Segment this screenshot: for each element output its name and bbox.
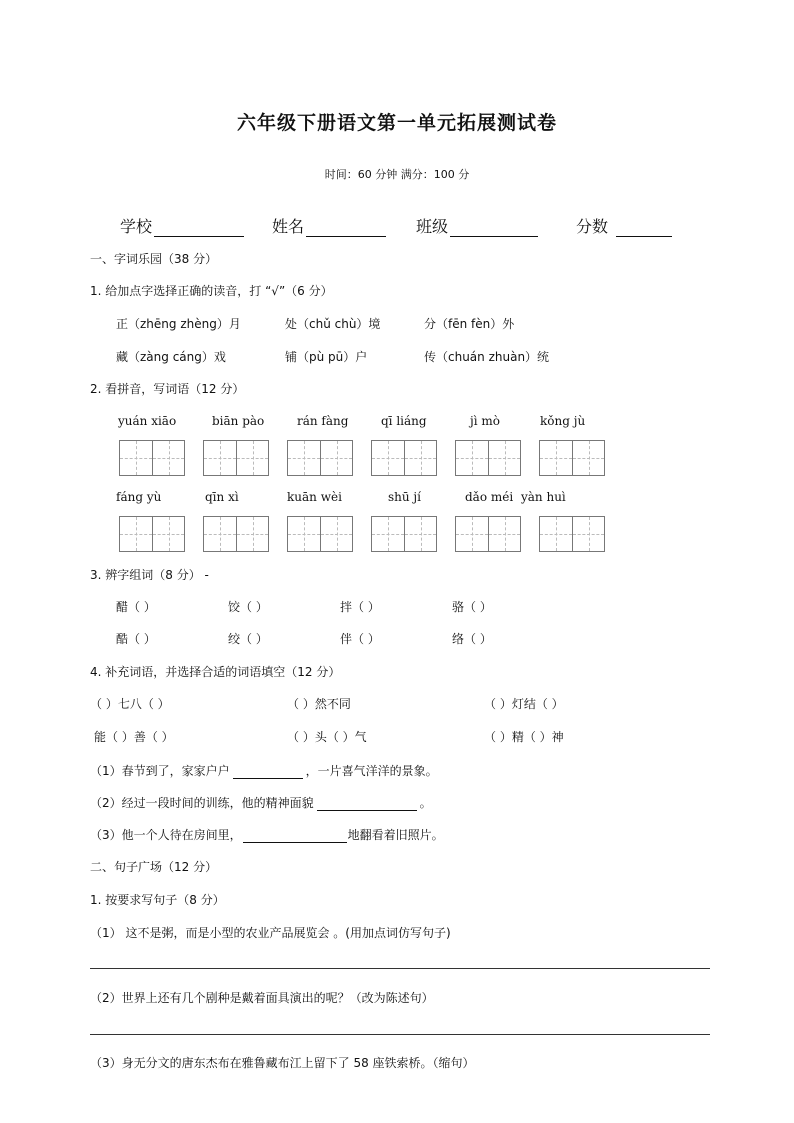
writing-grid[interactable] — [287, 440, 353, 476]
pinyin-label: yàn huì — [521, 490, 566, 504]
writing-grid[interactable] — [455, 440, 521, 476]
q3-item[interactable]: 绞（ ） — [228, 632, 268, 646]
q3-item[interactable]: 络（ ） — [452, 632, 492, 646]
sentence-task-2: （2）世界上还有几个剧种是戴着面具演出的呢？（改为陈述句） — [90, 991, 434, 1005]
fill-sentence-3: （3）他一个人待在房间里， 地翻看着旧照片。 — [90, 828, 444, 842]
writing-grid[interactable] — [287, 516, 353, 552]
school-field — [120, 214, 244, 237]
school-blank[interactable] — [154, 220, 244, 237]
class-blank[interactable] — [450, 220, 538, 237]
pinyin-label: fáng yù — [116, 490, 162, 504]
sentence-task-3: （3）身无分文的唐东杰布在雅鲁藏布江上留下了 58 座铁索桥。（缩句） — [90, 1056, 475, 1070]
writing-grid[interactable] — [371, 516, 437, 552]
pinyin-label: rán fàng — [297, 414, 349, 428]
pinyin-label: qīn xì — [205, 490, 239, 504]
fill-sentence-2: （2）经过一段时间的训练，他的精神面貌 。 — [90, 796, 432, 810]
pinyin-label: yuán xiāo — [118, 414, 177, 428]
name-label: 姓名 — [272, 217, 305, 236]
school-label: 学校 — [120, 217, 153, 236]
q4-heading: 4. 补充词语，并选择合适的词语填空（12 分） — [90, 665, 341, 679]
writing-grid[interactable] — [539, 516, 605, 552]
writing-grid[interactable] — [371, 440, 437, 476]
q1-heading: 1. 给加点字选择正确的读音，打 “√”（6 分） — [90, 284, 333, 298]
q3-heading: 3. 辨字组词（8 分） - — [90, 568, 209, 582]
answer-blank[interactable] — [317, 797, 417, 811]
q1-item[interactable]: 藏（zàng cáng）戏 — [116, 350, 226, 364]
page-title: 六年级下册语文第一单元拓展测试卷 — [236, 112, 557, 134]
q3-item[interactable]: 骆（ ） — [452, 600, 492, 614]
answer-blank[interactable] — [233, 765, 303, 779]
q1-item[interactable]: 处（chǔ chù）境 — [285, 317, 381, 331]
q4-item[interactable]: （ ）七八（ ） — [90, 697, 170, 711]
writing-grid[interactable] — [455, 516, 521, 552]
pinyin-label: jì mò — [470, 414, 500, 428]
q3-item[interactable]: 伴（ ） — [340, 632, 380, 646]
q1-item[interactable]: 正（zhēng zhèng）月 — [116, 317, 241, 331]
pinyin-label: qī liáng — [381, 414, 427, 428]
name-field — [272, 214, 386, 237]
name-blank[interactable] — [306, 220, 386, 237]
pinyin-label: shū jí — [388, 490, 421, 504]
score-label: 分数 — [576, 217, 609, 236]
q3-item[interactable]: 酷（ ） — [116, 632, 156, 646]
part1-heading: 一、字词乐园（38 分） — [90, 252, 218, 266]
class-label: 班级 — [416, 217, 449, 236]
class-field — [416, 214, 538, 237]
q4-item[interactable]: （ ）然不同 — [287, 697, 351, 711]
pinyin-label: kuān wèi — [287, 490, 342, 504]
q3-item[interactable]: 饺（ ） — [228, 600, 268, 614]
q4-item[interactable]: （ ）头（ ）气 — [287, 730, 367, 744]
pinyin-label: kǒng jù — [540, 414, 586, 428]
pinyin-label: biān pào — [212, 414, 265, 428]
q1-item[interactable]: 分（fēn fèn）外 — [424, 317, 515, 331]
time-info: 时间：60 分钟 满分：100 分 — [324, 168, 470, 181]
writing-grid[interactable] — [119, 440, 185, 476]
part2-heading: 二、句子广场（12 分） — [90, 860, 218, 874]
q1-item[interactable]: 铺（pù pū）户 — [285, 350, 368, 364]
writing-grid[interactable] — [203, 440, 269, 476]
q3-item[interactable]: 醋（ ） — [116, 600, 156, 614]
pinyin-label: dǎo méi — [465, 490, 514, 504]
q3-item[interactable]: 拌（ ） — [340, 600, 380, 614]
q4-item[interactable]: （ ）灯结（ ） — [484, 697, 564, 711]
writing-grid[interactable] — [539, 440, 605, 476]
q2-heading: 2. 看拼音，写词语（12 分） — [90, 382, 245, 396]
p2-q1-heading: 1. 按要求写句子（8 分） — [90, 893, 225, 907]
answer-blank[interactable] — [243, 829, 347, 843]
sentence-task-1: （1） 这不是粥，而是小型的农业产品展览会 。(用加点词仿写句子) — [90, 926, 451, 940]
q1-item[interactable]: 传（chuán zhuàn）统 — [424, 350, 550, 364]
q4-item[interactable]: 能（ ）善（ ） — [94, 730, 174, 744]
answer-line[interactable] — [90, 1034, 710, 1035]
writing-grid[interactable] — [203, 516, 269, 552]
answer-line[interactable] — [90, 968, 710, 969]
writing-grid[interactable] — [119, 516, 185, 552]
fill-sentence-1: （1）春节到了，家家户户 ，一片喜气洋洋的景象。 — [90, 764, 438, 778]
score-blank[interactable] — [616, 220, 672, 237]
score-field — [576, 214, 672, 237]
q4-item[interactable]: （ ）精（ ）神 — [484, 730, 564, 744]
